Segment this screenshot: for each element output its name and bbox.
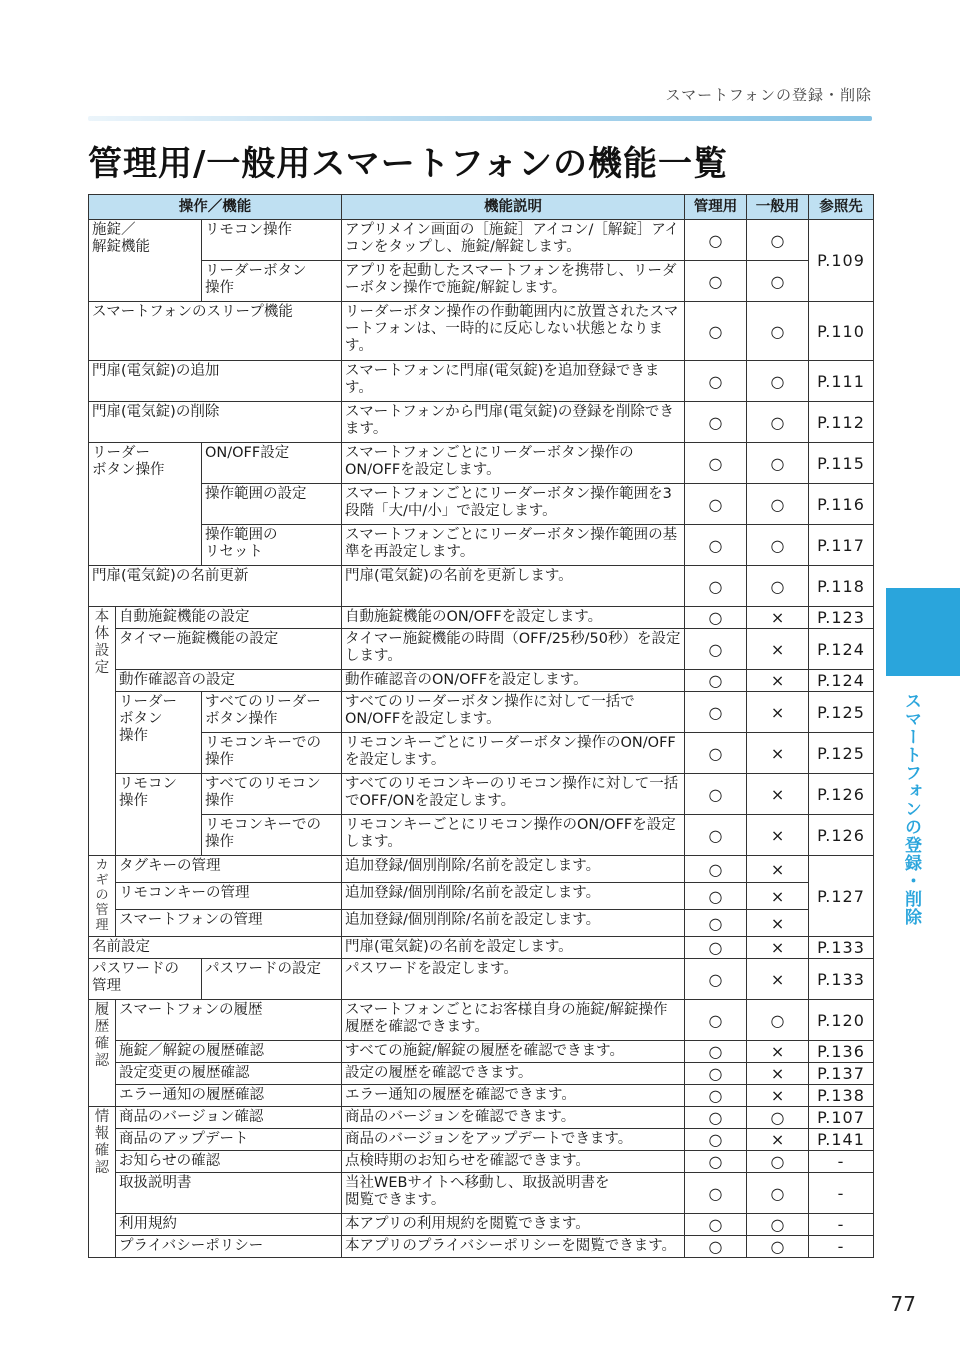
admin-mark: ○ [685,629,747,670]
admin-mark: ○ [685,1214,747,1236]
row-op: パスワードの設定 [202,959,342,1000]
admin-mark: ○ [685,692,747,733]
row-op: 施錠／解錠の履歴確認 [116,1041,342,1063]
row-desc: 自動施錠機能のON/OFFを設定します。 [342,607,685,629]
general-mark: ○ [747,1151,809,1173]
header-reference: 参照先 [809,195,874,220]
table-row [89,670,874,692]
group-key-management-label: カギの管理 [95,858,109,933]
general-mark: ○ [747,220,809,261]
reference-page: P.111 [809,361,874,402]
chapter-label: スマートフォンの登録・削除 [901,692,921,926]
row-desc: パスワードを設定します。 [342,959,685,1000]
reference-page: P.127 [809,856,874,937]
reference-page: P.136 [809,1041,874,1063]
row-op: タグキーの管理 [116,856,342,883]
row-op: スマートフォンの管理 [116,910,342,937]
table-row [89,629,874,670]
row-op: スマートフォンのスリープ機能 [89,302,342,361]
general-mark: × [747,692,809,733]
group-info-label: 情報確認 [94,1109,110,1176]
row-op: タイマー施錠機能の設定 [116,629,342,670]
general-mark: ○ [747,484,809,525]
admin-mark: ○ [685,484,747,525]
subgroup-reader-button: リーダー ボタン 操作 [116,692,202,774]
table-row [89,1063,874,1085]
general-mark: × [747,1129,809,1151]
table-row [89,484,874,525]
reference-page: P.118 [809,566,874,607]
header-general: 一般用 [747,195,809,220]
general-mark: ○ [747,261,809,302]
row-op: 動作確認音の設定 [116,670,342,692]
row-desc: すべての施錠/解錠の履歴を確認できます。 [342,1041,685,1063]
row-op: 利用規約 [116,1214,342,1236]
general-mark: × [747,815,809,856]
admin-mark: ○ [685,856,747,883]
header-admin: 管理用 [685,195,747,220]
admin-mark: ○ [685,959,747,1000]
reference-page: P.115 [809,443,874,484]
row-desc: アプリを起動したスマートフォンを携帯し、リーダーボタン操作で施錠/解錠します。 [342,261,685,302]
general-mark: × [747,670,809,692]
admin-mark: ○ [685,361,747,402]
admin-mark: ○ [685,670,747,692]
reference-page: P.117 [809,525,874,566]
reference-page: P.126 [809,815,874,856]
reference-page: - [809,1214,874,1236]
reference-page: P.124 [809,670,874,692]
reference-page: P.116 [809,484,874,525]
table-row [89,910,874,937]
general-mark: × [747,883,809,910]
table-row [89,692,874,733]
table-row [89,443,874,484]
admin-mark: ○ [685,937,747,959]
admin-mark: ○ [685,1041,747,1063]
running-header: スマートフォンの登録・削除 [665,86,872,104]
row-desc: 門扉(電気錠)の名前を更新します。 [342,566,685,607]
row-desc: 商品のバージョンをアップデートできます。 [342,1129,685,1151]
row-op: 門扉(電気錠)の名前更新 [89,566,342,607]
row-desc: タイマー施錠機能の時間（OFF/25秒/50秒）を設定します。 [342,629,685,670]
admin-mark: ○ [685,1063,747,1085]
reference-page: P.112 [809,402,874,443]
admin-mark: ○ [685,220,747,261]
header-description: 機能説明 [342,195,685,220]
table-row [89,1151,874,1173]
reference-page: P.110 [809,302,874,361]
row-desc: リモコンキーごとにリモコン操作のON/OFFを設定します。 [342,815,685,856]
admin-mark: ○ [685,525,747,566]
general-mark: ○ [747,566,809,607]
row-op: リモコンキーでの 操作 [202,815,342,856]
table-row [89,1129,874,1151]
admin-mark: ○ [685,566,747,607]
row-desc: 門扉(電気錠)の名前を設定します。 [342,937,685,959]
row-desc: 追加登録/個別削除/名前を設定します。 [342,856,685,883]
row-desc: 追加登録/個別削除/名前を設定します。 [342,910,685,937]
row-op: 門扉(電気錠)の追加 [89,361,342,402]
general-mark: ○ [747,1236,809,1258]
reference-page: P.107 [809,1107,874,1129]
row-desc: スマートフォンごとにお客様自身の施錠/解錠操作履歴を確認できます。 [342,1000,685,1041]
row-op: すべてのリモコン 操作 [202,774,342,815]
group-key-management [89,856,116,937]
row-desc: 商品のバージョンを確認できます。 [342,1107,685,1129]
row-op: 名前設定 [89,937,342,959]
admin-mark: ○ [685,1173,747,1214]
row-op: すべてのリーダー ボタン操作 [202,692,342,733]
table-row [89,361,874,402]
row-op: ON/OFF設定 [202,443,342,484]
table-header-row [89,195,874,220]
row-op: 商品のバージョン確認 [116,1107,342,1129]
row-desc: スマートフォンに門扉(電気錠)を追加登録できます。 [342,361,685,402]
general-mark: × [747,1041,809,1063]
table-row [89,856,874,883]
function-table [88,194,874,1258]
admin-mark: ○ [685,1085,747,1107]
table-row [89,1041,874,1063]
table-row [89,261,874,302]
admin-mark: ○ [685,1129,747,1151]
general-mark: ○ [747,1173,809,1214]
general-mark: × [747,607,809,629]
row-op: リーダーボタン 操作 [202,261,342,302]
table-row [89,1214,874,1236]
row-op: 取扱説明書 [116,1173,342,1214]
row-desc: 動作確認音のON/OFFを設定します。 [342,670,685,692]
row-desc: 本アプリの利用規約を閲覧できます。 [342,1214,685,1236]
header-operation: 操作／機能 [89,195,342,220]
general-mark: × [747,774,809,815]
row-desc: スマートフォンから門扉(電気錠)の登録を削除できます。 [342,402,685,443]
reference-page: P.133 [809,959,874,1000]
row-op: エラー通知の履歴確認 [116,1085,342,1107]
row-op: 自動施錠機能の設定 [116,607,342,629]
table-row [89,566,874,607]
row-desc: 設定の履歴を確認できます。 [342,1063,685,1085]
reference-page: P.126 [809,774,874,815]
row-op: 操作範囲の リセット [202,525,342,566]
general-mark: ○ [747,1000,809,1041]
row-desc: 本アプリのプライバシーポリシーを閲覧できます。 [342,1236,685,1258]
admin-mark: ○ [685,1000,747,1041]
row-op: 商品のアップデート [116,1129,342,1151]
row-desc: スマートフォンごとにリーダーボタン操作のON/OFFを設定します。 [342,443,685,484]
admin-mark: ○ [685,302,747,361]
table-row [89,937,874,959]
group-reader: リーダー ボタン操作 [89,443,202,566]
admin-mark: ○ [685,402,747,443]
page-number: 77 [890,1292,916,1316]
table-row [89,1107,874,1129]
table-row [89,302,874,361]
row-op: リモコンキーでの 操作 [202,733,342,774]
reference-page: P.133 [809,937,874,959]
page-title: 管理用/一般用スマートフォンの機能一覧 [88,144,729,184]
row-op: お知らせの確認 [116,1151,342,1173]
group-history-label: 履歴確認 [94,1002,110,1069]
general-mark: × [747,910,809,937]
general-mark: ○ [747,361,809,402]
row-op: スマートフォンの履歴 [116,1000,342,1041]
admin-mark: ○ [685,1107,747,1129]
general-mark: ○ [747,1107,809,1129]
row-desc: すべてのリーダーボタン操作に対して一括でON/OFFを設定します。 [342,692,685,733]
table-row [89,1000,874,1041]
general-mark: × [747,959,809,1000]
admin-mark: ○ [685,774,747,815]
group-body-settings [89,607,116,856]
admin-mark: ○ [685,261,747,302]
admin-mark: ○ [685,910,747,937]
subgroup-remote: リモコン 操作 [116,774,202,856]
admin-mark: ○ [685,1151,747,1173]
general-mark: ○ [747,402,809,443]
reference-page: P.109 [809,220,874,302]
group-history [89,1000,116,1107]
general-mark: × [747,629,809,670]
general-mark: × [747,937,809,959]
admin-mark: ○ [685,815,747,856]
row-op: リモコンキーの管理 [116,883,342,910]
row-desc: すべてのリモコンキーのリモコン操作に対して一括でOFF/ONを設定します。 [342,774,685,815]
admin-mark: ○ [685,1236,747,1258]
row-desc: アプリメイン画面の［施錠］アイコン/［解錠］アイコンをタップし、施錠/解錠します。 [342,220,685,261]
table-row [89,220,874,261]
group-info [89,1107,116,1258]
chapter-tab [886,588,960,676]
group-lock: 施錠／ 解錠機能 [89,220,202,302]
reference-page: - [809,1173,874,1214]
reference-page: P.125 [809,692,874,733]
group-body-settings-label: 本体設定 [94,609,110,676]
row-desc: 当社WEBサイトへ移動し、取扱説明書を 閲覧できます。 [342,1173,685,1214]
row-op: リモコン操作 [202,220,342,261]
general-mark: ○ [747,443,809,484]
header-rule [88,116,872,121]
row-op: 設定変更の履歴確認 [116,1063,342,1085]
general-mark: × [747,1063,809,1085]
general-mark: × [747,1085,809,1107]
row-desc: 点検時期のお知らせを確認できます。 [342,1151,685,1173]
reference-page: P.124 [809,629,874,670]
admin-mark: ○ [685,443,747,484]
reference-page: - [809,1151,874,1173]
table-row [89,402,874,443]
reference-page: P.141 [809,1129,874,1151]
row-op: 門扉(電気錠)の削除 [89,402,342,443]
table-row [89,1085,874,1107]
admin-mark: ○ [685,607,747,629]
general-mark: × [747,733,809,774]
reference-page: P.120 [809,1000,874,1041]
table-row [89,815,874,856]
admin-mark: ○ [685,733,747,774]
general-mark: ○ [747,1214,809,1236]
table-row [89,525,874,566]
reference-page: P.138 [809,1085,874,1107]
row-desc: スマートフォンごとにリーダーボタン操作範囲を3段階「大/中/小」で設定します。 [342,484,685,525]
table-row [89,959,874,1000]
table-row [89,883,874,910]
table-row [89,607,874,629]
row-op: プライバシーポリシー [116,1236,342,1258]
table-row [89,1236,874,1258]
row-desc: エラー通知の履歴を確認できます。 [342,1085,685,1107]
row-op: 操作範囲の設定 [202,484,342,525]
reference-page: P.125 [809,733,874,774]
general-mark: ○ [747,302,809,361]
table-row [89,774,874,815]
row-desc: スマートフォンごとにリーダーボタン操作範囲の基準を再設定します。 [342,525,685,566]
general-mark: ○ [747,525,809,566]
group-password: パスワードの 管理 [89,959,202,1000]
table-row [89,1173,874,1214]
table-row [89,733,874,774]
row-desc: リモコンキーごとにリーダーボタン操作のON/OFFを設定します。 [342,733,685,774]
reference-page: P.137 [809,1063,874,1085]
row-desc: リーダーボタン操作の作動範囲内に放置されたスマートフォンは、一時的に反応しない状態となります。 [342,302,685,361]
admin-mark: ○ [685,883,747,910]
reference-page: P.123 [809,607,874,629]
row-desc: 追加登録/個別削除/名前を設定します。 [342,883,685,910]
general-mark: × [747,856,809,883]
reference-page: - [809,1236,874,1258]
